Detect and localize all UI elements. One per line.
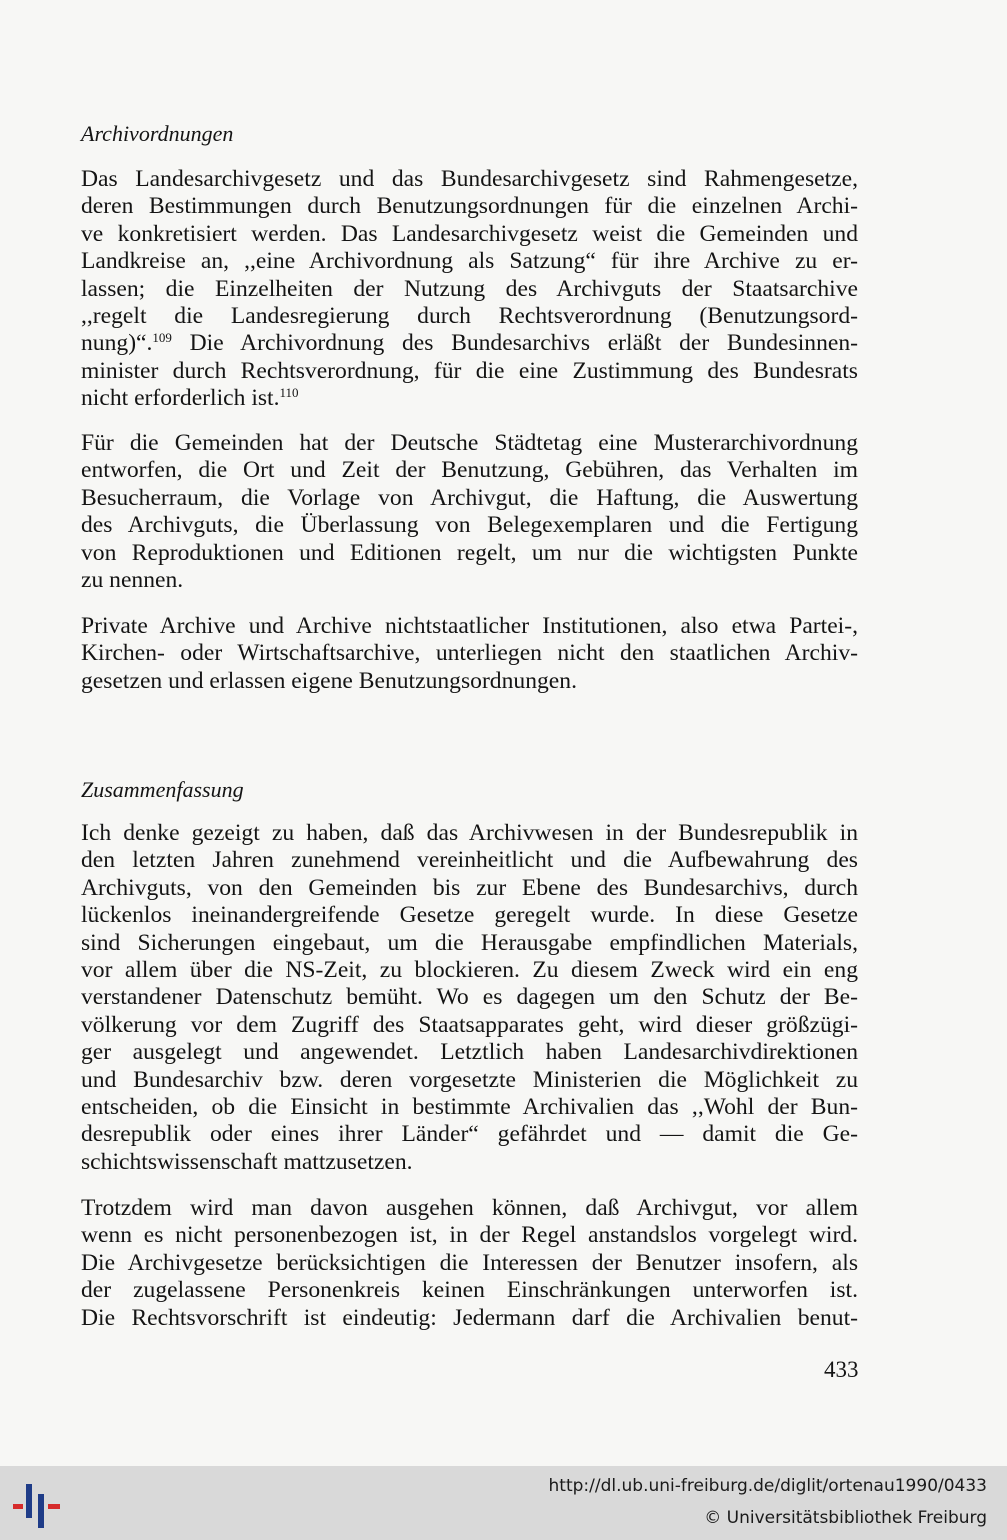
text-fragment: nicht erforderlich ist. bbox=[81, 385, 280, 412]
text-line: Für die Gemeinden hat der Deutsche Städtetag eine Musterarchivordnung bbox=[81, 430, 858, 456]
text-line: Die Archivgesetze berücksichtigen die Interessen der Benutzer insofern, als bbox=[81, 1249, 858, 1276]
text-line: schichtswissenschaft mattzusetzen. bbox=[81, 1148, 413, 1175]
ub-freiburg-logo-icon bbox=[10, 1474, 66, 1532]
footer-bar bbox=[0, 1466, 1007, 1540]
text-line: den letzten Jahren zunehmend vereinheitlicht und die Aufbewahrung des bbox=[81, 847, 858, 874]
text-line: Das Landesarchivgesetz und das Bundesarchivgesetz sind Rahmengesetze, bbox=[81, 166, 858, 192]
text-line bbox=[81, 385, 858, 412]
text-line: lassen; die Einzelheiten der Nutzung des Archivguts der Staatsarchive bbox=[81, 275, 858, 302]
text-line: ger ausgelegt und angewendet. Letztlich haben Landesarchivdirektionen bbox=[81, 1039, 858, 1066]
paragraph-archivordnungen-3 bbox=[81, 613, 858, 695]
copyright-notice: © Universitätsbibliothek Freiburg bbox=[704, 1508, 987, 1528]
footnote-ref-110: 110 bbox=[279, 385, 299, 401]
text-line: völkerung vor dem Zugriff des Staatsapparates geht, wird dieser größzügi- bbox=[81, 1011, 858, 1038]
text-line: entworfen, die Ort und Zeit der Benutzung, Gebühren, das Verhalten im bbox=[81, 457, 858, 484]
text-line: und Bundesarchiv bzw. deren vorgesetzte Ministerien die Möglichkeit zu bbox=[81, 1066, 858, 1093]
text-line: Archivguts, von den Gemeinden bis zur Ebene des Bundesarchivs, durch bbox=[81, 874, 858, 901]
text-line: gesetzen und erlassen eigene Benutzungsordnungen. bbox=[81, 667, 577, 694]
text-line: ve konkretisiert werden. Das Landesarchivgesetz weist die Gemeinden und bbox=[81, 220, 858, 247]
text-line: Landkreise an, ,,eine Archivordnung als Satzung“ für ihre Archive zu er- bbox=[81, 248, 858, 275]
section-heading-zusammenfassung: Zusammenfassung bbox=[81, 777, 244, 802]
text-line: minister durch Rechtsverordnung, für die eine Zustimmung des Bundesrats bbox=[81, 357, 858, 384]
text-line: sind Sicherungen eingebaut, um die Herausgabe empfindlichen Materials, bbox=[81, 929, 858, 956]
text-line: zu nennen. bbox=[81, 567, 184, 594]
text-line: Trotzdem wird man davon ausgehen können, daß Archivgut, vor allem bbox=[81, 1195, 858, 1221]
text-line: Ich denke gezeigt zu haben, daß das Archivwesen in der Bundesrepublik in bbox=[81, 820, 858, 846]
paragraph-zusammenfassung-1 bbox=[81, 820, 858, 1176]
paragraph-zusammenfassung-2 bbox=[81, 1195, 858, 1332]
section-heading-archivordnungen: Archivordnungen bbox=[81, 121, 234, 146]
text-line: desrepublik oder eines ihrer Länder“ gefährdet und — damit die Ge- bbox=[81, 1121, 858, 1148]
text-line: des Archivguts, die Überlassung von Belegexemplaren und die Fertigung bbox=[81, 512, 858, 539]
text-line: deren Bestimmungen durch Benutzungsordnungen für die einzelnen Archi- bbox=[81, 193, 858, 220]
text-line: verstandener Datenschutz bemüht. Wo es dagegen um den Schutz der Be- bbox=[81, 984, 858, 1011]
footnote-ref-109: 109 bbox=[152, 330, 172, 346]
text-line: ,,regelt die Landesregierung durch Rechtsverordnung (Benutzungsord- bbox=[81, 303, 858, 330]
text-line: der zugelassene Personenkreis keinen Einschränkungen unterworfen ist. bbox=[81, 1277, 858, 1304]
paragraph-archivordnungen-1 bbox=[81, 166, 858, 413]
text-line: vor allem über die NS-Zeit, zu blockieren. Zu diesem Zweck wird ein eng bbox=[81, 957, 858, 984]
text-line: lückenlos ineinandergreifende Gesetze geregelt wurde. In diese Gesetze bbox=[81, 902, 858, 929]
text-line: Besucherraum, die Vorlage von Archivgut, die Haftung, die Auswertung bbox=[81, 484, 858, 511]
text-line: Private Archive und Archive nichtstaatlicher Institutionen, also etwa Partei-, bbox=[81, 613, 858, 639]
text-line: von Reproduktionen und Editionen regelt, um nur die wichtigsten Punkte bbox=[81, 539, 858, 566]
text-line bbox=[81, 330, 858, 357]
text-line: Kirchen- oder Wirtschaftsarchive, unterliegen nicht den staatlichen Archiv- bbox=[81, 640, 858, 667]
text-line: Die Rechtsvorschrift ist eindeutig: Jedermann darf die Archivalien benut- bbox=[81, 1304, 858, 1331]
text-line: wenn es nicht personenbezogen ist, in der Regel anstandslos vorgelegt wird. bbox=[81, 1222, 858, 1249]
text-fragment: nung)“. bbox=[81, 330, 153, 357]
page-number: 433 bbox=[824, 1357, 859, 1382]
paragraph-archivordnungen-2 bbox=[81, 430, 858, 594]
source-url-link[interactable]: http://dl.ub.uni-freiburg.de/diglit/ortenau1990/0433 bbox=[548, 1476, 987, 1496]
text-fragment: Die Archivordnung des Bundesarchivs erläßt der Bundesinnen- bbox=[171, 330, 858, 357]
text-line: entscheiden, ob die Einsicht in bestimmte Archivalien das ,,Wohl der Bun- bbox=[81, 1094, 858, 1121]
